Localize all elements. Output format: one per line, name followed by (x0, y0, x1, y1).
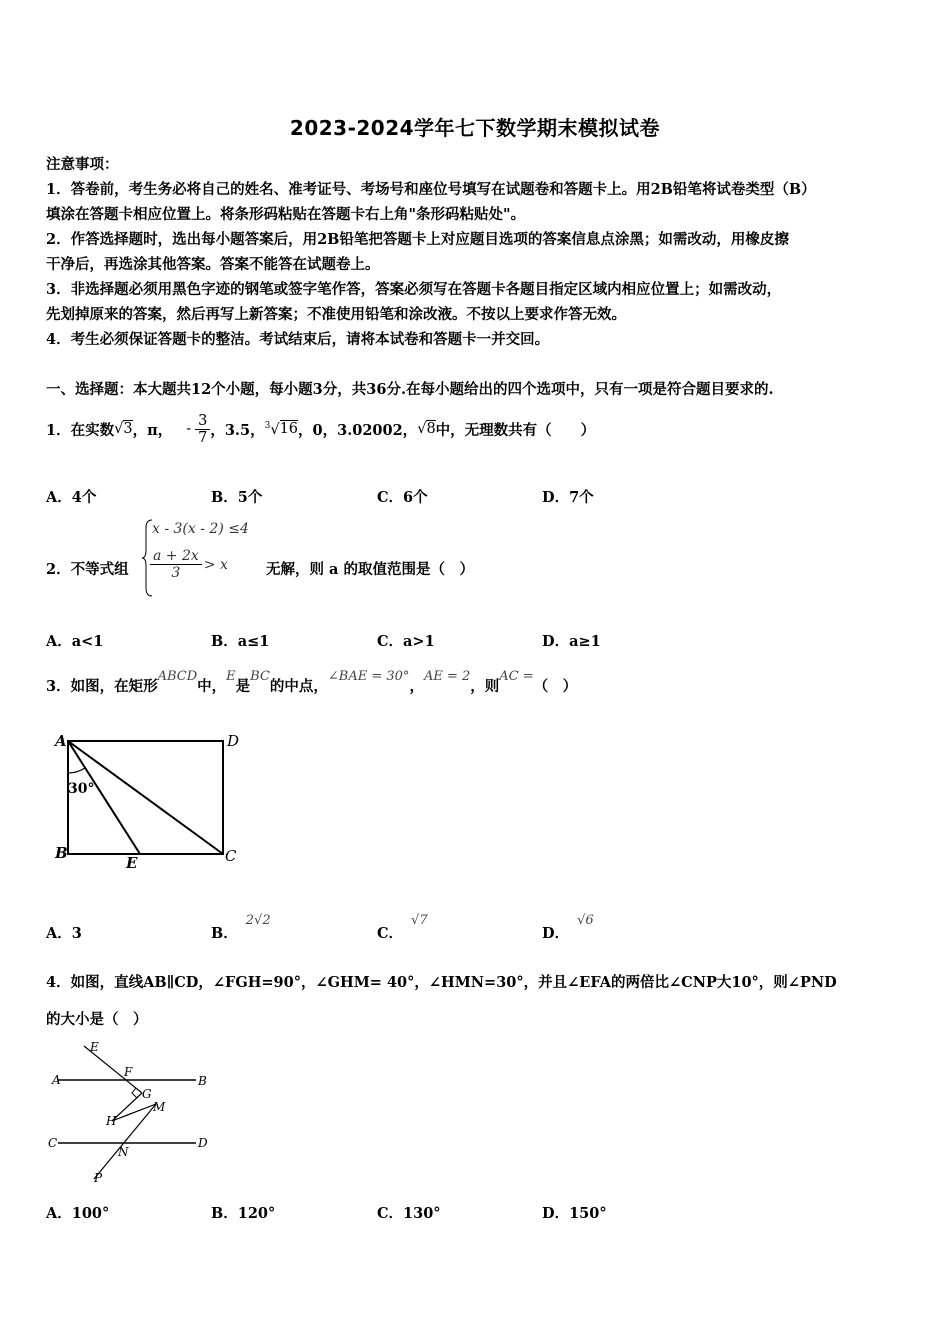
label-a: A (55, 732, 67, 750)
q2-fraction: $\frac{a + 2x}{3}$ (150, 548, 202, 581)
notice-line: 填涂在答题卡相应位置上。将条形码粘贴在答题卡右上角"条形码粘贴处"。 (46, 206, 526, 223)
q4-option-d[interactable]: D．150° (542, 1205, 607, 1222)
q3-prefix: 3．如图，在矩形 (46, 678, 158, 695)
q4-option-c[interactable]: C．130° (377, 1205, 441, 1222)
q2-option-d[interactable]: D．a≥1 (542, 633, 601, 650)
notice-line: 先划掉原来的答案，然后再写上新答案；不准使用铅笔和涂改液。不按以上要求作答无效。 (46, 306, 626, 323)
page-title: 2023-2024学年七下数学期末模拟试卷 (289, 116, 661, 140)
notice-heading: 注意事项： (46, 156, 119, 173)
label-e: E (90, 1040, 99, 1054)
q1-fraction: $\frac{3}{7}$ (195, 413, 210, 446)
label-d: D (227, 732, 240, 750)
q3-text: ， (409, 678, 424, 695)
angle-arc (68, 768, 85, 773)
q3-option-b[interactable]: B．2√2 (211, 913, 271, 942)
label-h: H (106, 1114, 117, 1128)
q1-cbrt: $^3$√16 (264, 420, 299, 438)
question-1 (46, 404, 595, 454)
segment-gh (112, 1093, 142, 1121)
q3-text: 中， (197, 678, 227, 695)
label-c: C (225, 847, 237, 865)
q1-neg-sign: - (186, 421, 192, 437)
question-3 (46, 669, 578, 696)
q2-prefix: 2．不等式组 (46, 561, 129, 578)
q4-option-a[interactable]: A．100° (46, 1205, 110, 1222)
label-g: G (142, 1087, 152, 1101)
label-angle: 30° (68, 781, 95, 797)
notice-line: 3．非选择题必须用黑色字迹的钢笔或签字笔作答，答案必须写在答题卡各题目指定区域内相应位置上；如需改动， (46, 281, 782, 298)
label-c: C (48, 1136, 58, 1150)
label-m: M (153, 1100, 166, 1114)
q2-ineq2 (150, 548, 228, 581)
q2-option-a[interactable]: A．a<1 (46, 633, 104, 650)
q2-option-c[interactable]: C．a>1 (377, 633, 435, 650)
q3-option-a[interactable]: A．3 (46, 925, 82, 942)
q4-parallel-lines-figure (44, 1036, 224, 1191)
right-angle-mark (132, 1088, 137, 1098)
q1-option-c[interactable]: C．6个 (377, 489, 428, 506)
notice-line: 4．考生必须保证答题卡的整洁。考试结束后，请将本试卷和答题卡一并交回。 (46, 331, 550, 348)
q4-line1: 4．如图，直线AB∥CD，∠FGH=90°，∠GHM= 40°，∠HMN=30°，并且∠EFA的两倍比∠CNP大10°，则∠PND (46, 974, 837, 991)
q1-sqrt3: √3 (114, 421, 133, 437)
q3-ae: AE = 2 (423, 669, 471, 684)
label-b: B (55, 844, 68, 862)
segment-ac (68, 741, 223, 854)
q1-option-b[interactable]: B．5个 (211, 489, 263, 506)
q3-e: E (226, 669, 236, 684)
q3-text: ，则 (470, 678, 500, 695)
label-n: N (118, 1145, 129, 1159)
section-heading: 一、选择题：本大题共12个小题，每小题3分，共36分.在每小题给出的四个选项中，只有一项是符合题目要求的. (46, 381, 774, 398)
q1-option-a[interactable]: A．4个 (46, 489, 97, 506)
q1-sqrt8: √8 (417, 421, 436, 437)
q1-suffix: 中，无理数共有（ ） (435, 421, 596, 439)
q1-mid: ，3.5， (210, 421, 265, 439)
label-b: B (198, 1074, 207, 1088)
q1-pi: ，π， (132, 421, 173, 439)
q3-ac: AC = (499, 669, 534, 684)
q3-abcd: ABCD (157, 669, 198, 684)
q3-text: （ ） (533, 678, 578, 695)
q2-gt: > x (203, 556, 228, 573)
label-d: D (198, 1136, 208, 1150)
q3-option-c[interactable]: C．√7 (377, 913, 428, 942)
q1-mid2: ，0，3.02002， (298, 421, 418, 439)
q3-bc: BC (250, 669, 270, 684)
q3-text: 是 (235, 678, 251, 695)
notice-line: 2．作答选择题时，选出每小题答案后，用2B铅笔把答题卡上对应题目选项的答案信息点涂黑；如需改动，用橡皮擦 (46, 231, 789, 248)
q2-ineq1: x - 3(x - 2) ≤4 (152, 521, 249, 537)
q2-suffix: 无解，则 a 的取值范围是（ ） (266, 561, 474, 578)
q4-option-b[interactable]: B．120° (211, 1205, 276, 1222)
q2-inequality-system (142, 518, 262, 598)
label-e: E (126, 854, 138, 872)
q4-line2: 的大小是（ ） (46, 1011, 148, 1028)
q3-angle: ∠BAE = 30° (327, 669, 410, 684)
q2-option-b[interactable]: B．a≤1 (211, 633, 270, 650)
segment-ae (68, 741, 140, 854)
label-p: P (94, 1171, 103, 1185)
segment-mp (94, 1104, 156, 1179)
q1-option-d[interactable]: D．7个 (542, 489, 594, 506)
label-f: F (124, 1065, 133, 1079)
q3-rectangle-figure (50, 728, 250, 873)
q3-option-d[interactable]: D．√6 (542, 913, 594, 942)
label-a: A (52, 1073, 61, 1087)
q1-prefix: 1．在实数 (46, 421, 115, 439)
notice-line: 1．答卷前，考生务必将自己的姓名、准考证号、考场号和座位号填写在试题卷和答题卡上。用2B铅笔将试卷类型（B） (46, 181, 816, 198)
notice-line: 干净后，再选涂其他答案。答案不能答在试题卷上。 (46, 256, 380, 273)
q3-text: 的中点， (269, 678, 328, 695)
